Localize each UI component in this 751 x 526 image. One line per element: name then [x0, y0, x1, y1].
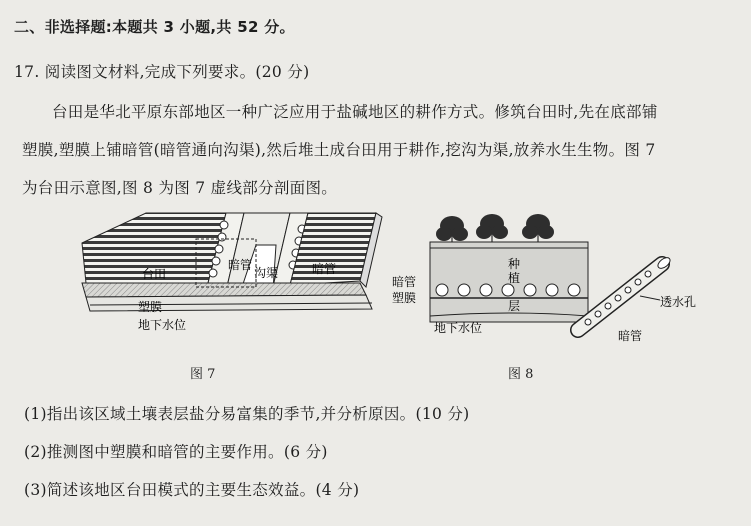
sub-question-2: (2)推测图中塑膜和暗管的主要作用。(6 分)	[24, 443, 328, 461]
fig8-label-sumo: 塑膜	[392, 291, 417, 305]
figure-8-caption: 图 8	[508, 367, 534, 382]
figure-7-diagram	[76, 205, 388, 345]
fig8-label-toushuikong: 透水孔	[660, 295, 697, 309]
figure-7-caption: 图 7	[190, 367, 216, 382]
fig7-label-gouqu: 沟渠	[254, 266, 279, 280]
fig8-label-dixia-shuiwei: 地下水位	[434, 321, 483, 335]
fig7-label-dixia-shuiwei: 地下水位	[138, 318, 187, 332]
material-line-3: 为台田示意图,图 8 为图 7 虚线部分剖面图。	[22, 179, 338, 197]
fig7-label-anguan-left: 暗管	[228, 258, 253, 272]
section-heading: 二、非选择题:本题共 3 小题,共 52 分。	[14, 18, 295, 36]
fig8-label-anguan: 暗管	[392, 275, 417, 289]
plant-icon	[436, 214, 554, 241]
fig7-label-anguan-right: 暗管	[312, 262, 337, 276]
fig8-label-anguan-detail: 暗管	[618, 329, 643, 343]
fig8-label-zhi: 植	[508, 271, 521, 285]
fig8-label-zhong: 种	[508, 257, 521, 271]
material-line-1: 台田是华北平原东部地区一种广泛应用于盐碱地区的耕作方式。修筑台田时,先在底部铺	[52, 103, 658, 121]
sub-question-1: (1)指出该区域土壤表层盐分易富集的季节,并分析原因。(10 分)	[24, 405, 470, 423]
question-title: 17. 阅读图文材料,完成下列要求。(20 分)	[14, 63, 310, 81]
fig7-label-sumo: 塑膜	[138, 300, 163, 314]
fig8-label-ceng: 层	[508, 299, 521, 313]
material-line-2: 塑膜,塑膜上铺暗管(暗管通向沟渠),然后堆土成台田用于耕作,挖沟为渠,放养水生生物。图 7	[22, 141, 656, 159]
drain-pipe-detail	[578, 256, 672, 330]
figure-8-diagram	[392, 212, 732, 352]
fig7-label-taitian: 台田	[142, 267, 167, 281]
sub-question-3: (3)简述该地区台田模式的主要生态效益。(4 分)	[24, 481, 360, 499]
